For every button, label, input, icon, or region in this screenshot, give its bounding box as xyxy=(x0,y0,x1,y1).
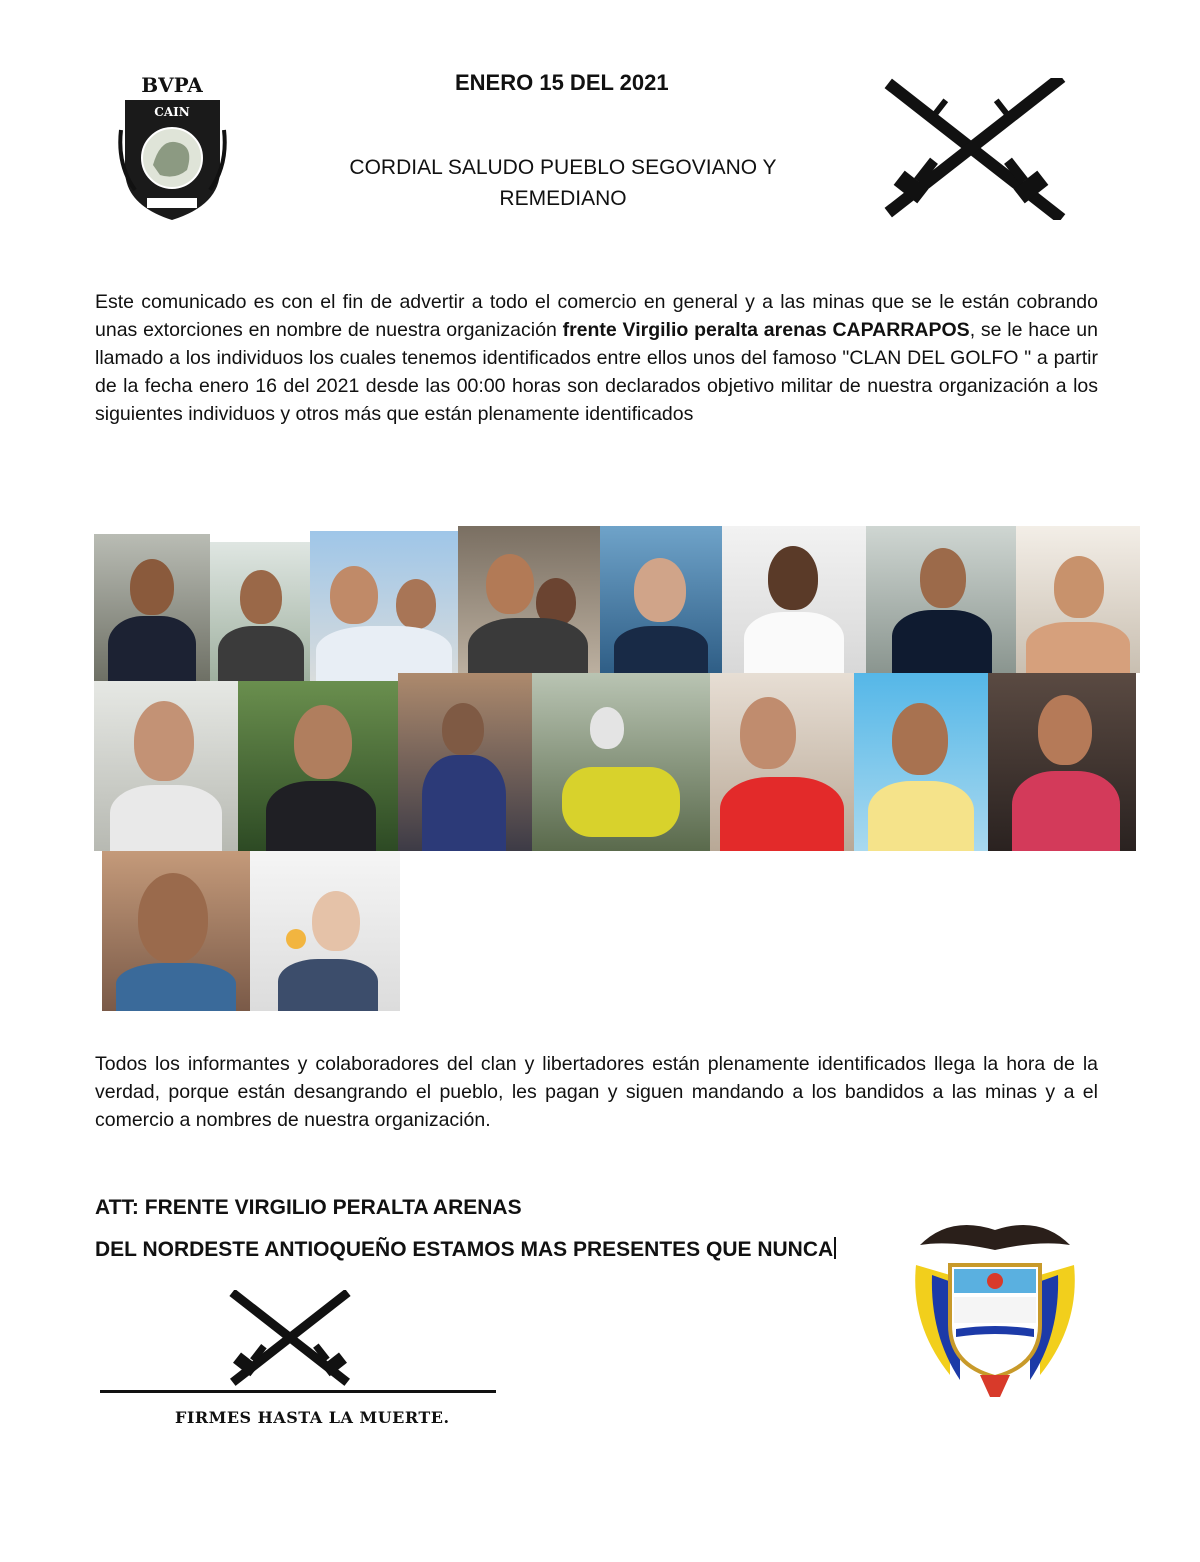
signature-line-2 xyxy=(95,1236,895,1264)
person-photo xyxy=(532,673,710,851)
crossed-rifles-icon xyxy=(876,78,1066,220)
person-photo xyxy=(710,673,854,851)
organization-name: frente Virgilio peralta arenas CAPARRAPOS xyxy=(562,319,970,341)
motto: FIRMES HASTA LA MUERTE. xyxy=(175,1408,450,1427)
person-photo xyxy=(250,851,400,1011)
bvpa-logo-icon xyxy=(115,70,230,230)
person-photo xyxy=(600,526,722,673)
person-photo xyxy=(988,673,1136,851)
crossed-rifles-bottom-icon xyxy=(225,1290,355,1386)
text-cursor xyxy=(834,1237,836,1259)
person-photo xyxy=(94,534,210,681)
person-photo xyxy=(398,673,532,851)
logo-subtext: CAIN xyxy=(154,105,190,119)
person-photo xyxy=(722,526,866,673)
warning-paragraph xyxy=(95,288,1098,428)
signature-rule xyxy=(100,1390,496,1393)
document-date: ENERO 15 DEL 2021 xyxy=(455,70,669,95)
person-photo xyxy=(210,542,310,681)
informants-paragraph: Todos los informantes y colaboradores del clan y libertadores están plenamente identificados llega la hora de la verdad, porque están desangrando el pueblo, les pagan y siguen mandando a los bandidos a las minas y a el comercio a nombres de nuestra organización. xyxy=(95,1053,1098,1131)
person-photo xyxy=(94,681,238,851)
person-photo xyxy=(458,526,600,681)
warning-text-part1: Este comunicado es con el fin de advertir a todo el comercio en general y a las minas que se le están cobrando unas extorciones en nombre de nuestra organización xyxy=(95,291,1098,341)
person-photo xyxy=(102,851,250,1011)
person-photo xyxy=(854,673,988,851)
coat-of-arms-icon xyxy=(910,1205,1080,1400)
person-photo xyxy=(1016,526,1140,673)
signature-line-1: ATT: FRENTE VIRGILIO PERALTA ARENAS xyxy=(95,1196,522,1219)
logo-text: BVPA xyxy=(141,73,203,97)
person-photo xyxy=(310,531,458,681)
person-photo xyxy=(238,681,398,851)
signature-line-2-text: DEL NORDESTE ANTIOQUEÑO ESTAMOS MAS PRESENTES QUE NUNCA xyxy=(95,1238,834,1261)
person-photo xyxy=(866,526,1016,673)
warning-text-part2: , se le hace un llamado a los individuos los cuales tenemos identificados entre ellos unos del famoso "CLAN DEL GOLFO " a partir de la fecha enero 16 del 2021 desde las 00:00 horas son declarados objetivo militar de nuestra organización a los siguientes individuos y otros más que están plenamente identificados xyxy=(95,319,1098,425)
greeting: CORDIAL SALUDO PUEBLO SEGOVIANO Y REMEDIANO xyxy=(349,156,777,210)
